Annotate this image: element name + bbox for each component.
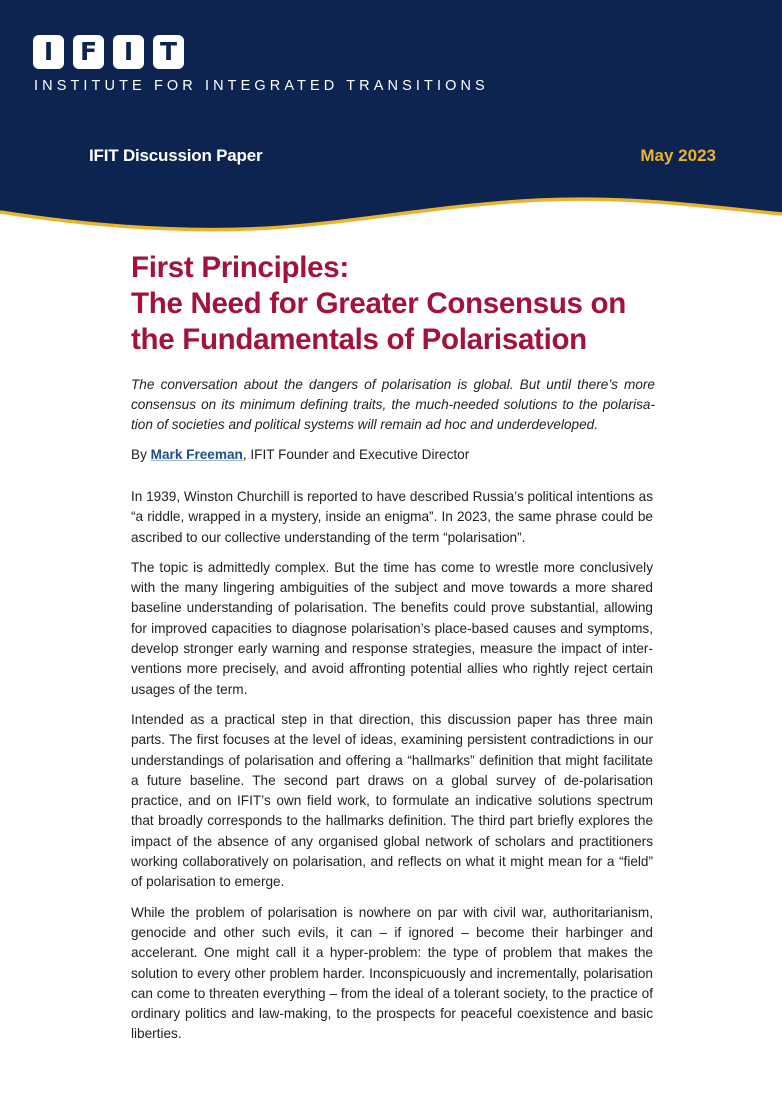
- title-line: First Principles:: [131, 251, 349, 284]
- publication-date: May 2023: [640, 146, 716, 165]
- logo-letter: I: [33, 35, 64, 69]
- logo-letter: I: [113, 35, 144, 69]
- logo-letter: F: [73, 35, 104, 69]
- header-banner: [0, 0, 782, 240]
- body-paragraph: Intended as a practical step in that direction, this discussion paper has three main parts. The first focuses at the level of ideas, examining persistent contradictions in our understandings of polarisation and offering a “hallmarks” definition that might facilitate a future baseline. The second part draws on a global survey of de-polarisation practice, and on IFIT’s own field work, to formulate an indicative solutions spectrum that broadly corresponds to the hallmarks definition. The third part briefly explores the impact of the absence of any organised global network of scholars and practitioners working collaboratively on polarisation, and reflects on what it might mean for a “field” of polarisation to emerge.: [131, 711, 653, 890]
- body-paragraph: The topic is admittedly complex. But the time has come to wrestle more conclusively with the many lingering ambiguities of the subject and move towards a more shared baseline understanding of polarisation. The benefits could prove substantial, allowing for improved capacities to diagnose polarisation’s place-based causes and symptoms, develop stronger early warning and response strategies, measure the impact of interventions more precisely, and avoid affronting potential allies who rightly reject certain usages of the term.: [131, 559, 653, 697]
- paper-type-label: IFIT Discussion Paper: [89, 146, 263, 165]
- logo-letter: T: [153, 35, 184, 69]
- title-line: the Fundamentals of Polarisation: [131, 323, 587, 356]
- lead-summary: The conversation about the dangers of polarisation is global. But until there’s more consensus on its minimum defining traits, the much-needed solutions to the polarisation of societies and political systems will remain ad hoc and underdeveloped.: [131, 377, 655, 432]
- byline: [131, 445, 469, 465]
- logo-subtitle: INSTITUTE FOR INTEGRATED TRANSITIONS: [34, 78, 489, 94]
- byline-role: , IFIT Founder and Executive Director: [242, 447, 470, 462]
- byline-prefix: By: [131, 447, 151, 462]
- document-title: [131, 250, 691, 358]
- title-line: The Need for Greater Consensus on: [131, 287, 626, 320]
- body-paragraph: While the problem of polarisation is nowhere on par with civil war, authoritarianism, genocide and other such evils, it can – if ignored – become their harbinger and accelerant. One might call it a hyper-problem: the type of problem that makes the solution to every other problem harder. Inconspicuously and incrementally, polarisation can come to threaten everything – from the ideal of a tolerant society, to the practice of ordinary politics and law-making, to the prospects for peaceful coexistence and basic liberties.: [131, 904, 653, 1042]
- body-paragraph: In 1939, Winston Churchill is reported to have described Russia’s political intentions as “a riddle, wrapped in a mystery, inside an enigma”. In 2023, the same phrase could be ascribed to our collective understanding of the term “polarisation”.: [131, 489, 653, 545]
- body-text: [131, 487, 653, 1055]
- author-link[interactable]: Mark Freeman: [150, 447, 243, 462]
- ifit-logo: [33, 35, 184, 69]
